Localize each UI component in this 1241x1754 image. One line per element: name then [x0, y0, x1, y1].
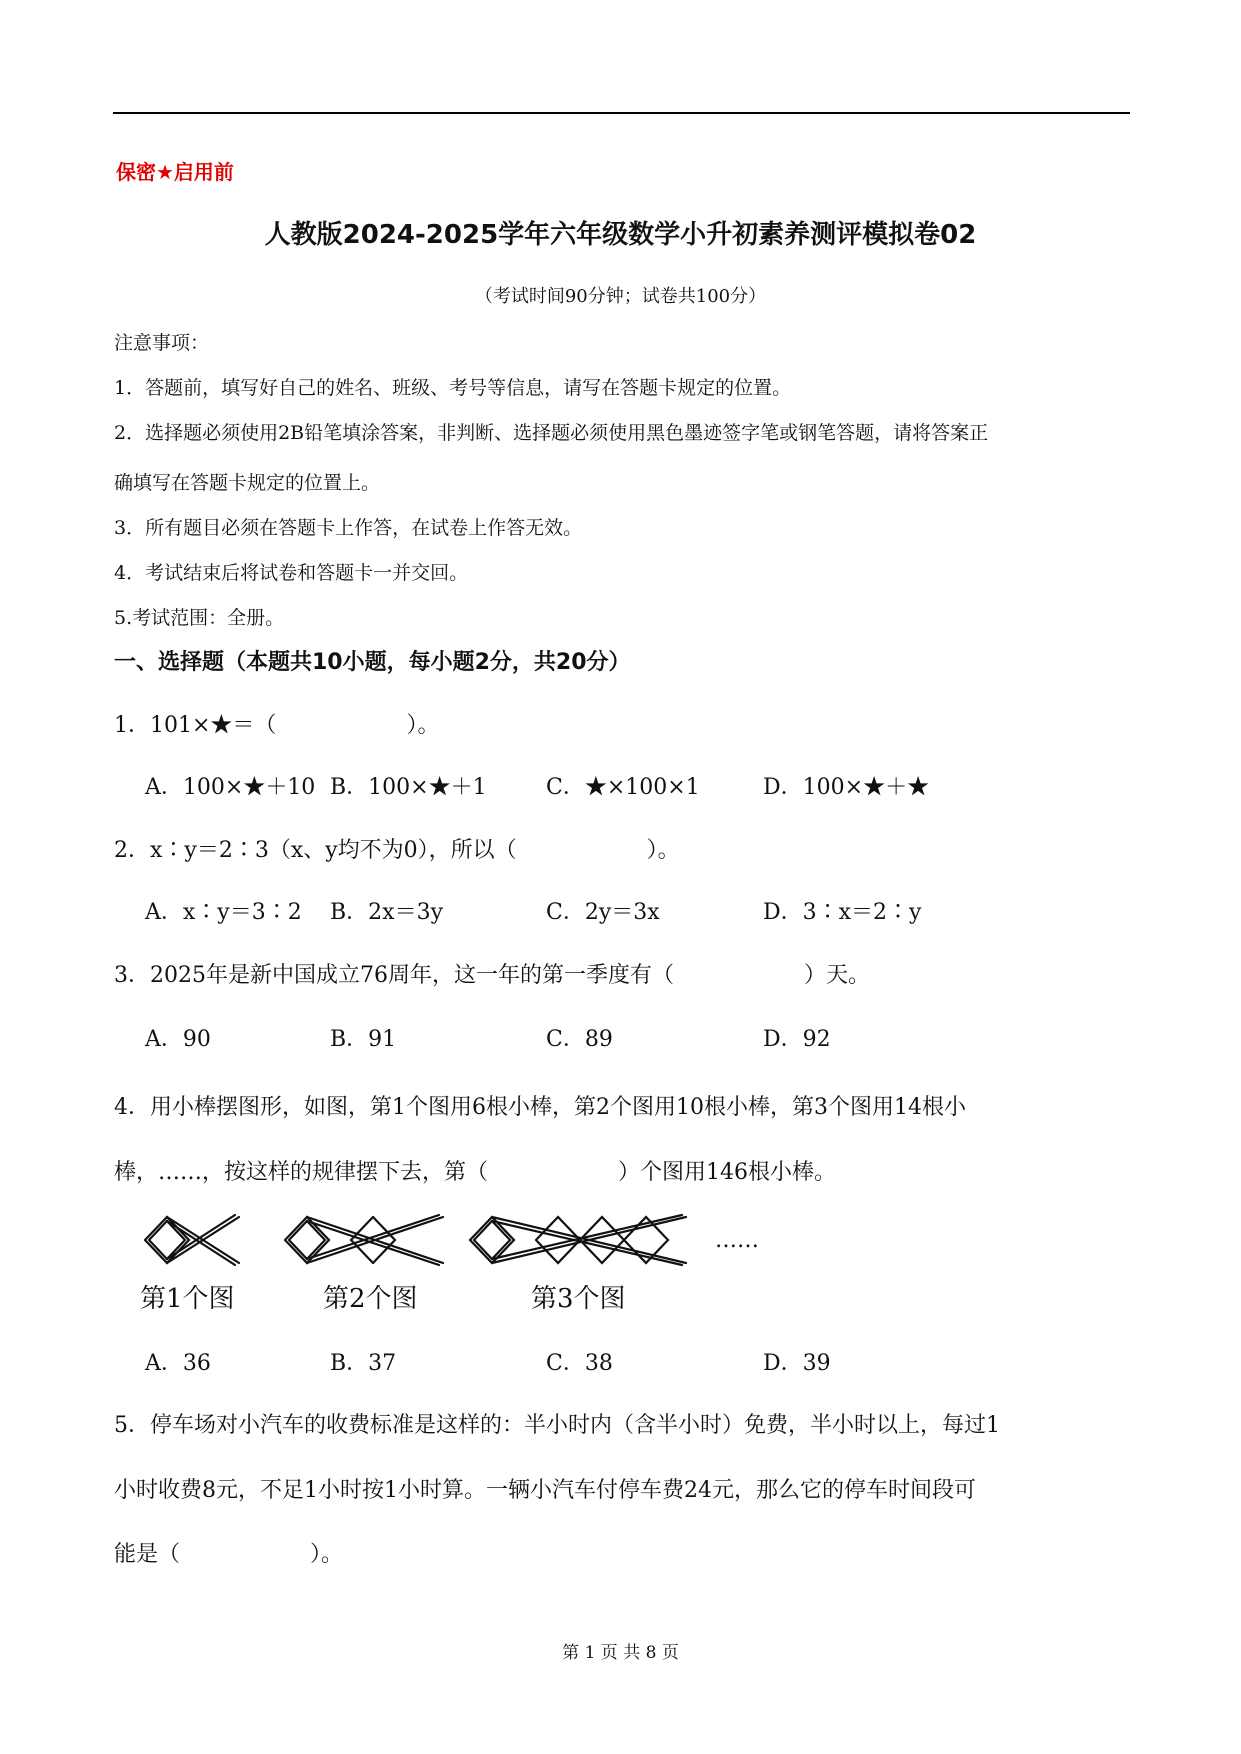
question-5-text-end: ）。 — [310, 1542, 344, 1567]
question-2-text-end: ）。 — [646, 838, 680, 863]
question-5-stem — [114, 1537, 343, 1568]
notes-heading: 注意事项： — [114, 332, 210, 354]
note-item: 1．答题前，填写好自己的姓名、班级、考号等信息，请写在答题卡规定的位置。 — [114, 377, 792, 399]
page-number: 第 1 页 共 8 页 — [562, 1643, 679, 1663]
question-2-option-b: B．2x＝3y — [330, 900, 443, 925]
figure-label-2: 第2个图 — [323, 1284, 418, 1314]
note-item: 3．所有题目必须在答题卡上作答，在试卷上作答无效。 — [114, 517, 583, 539]
header-rule — [113, 112, 1130, 114]
page-title: 人教版2024-2025学年六年级数学小升初素养测评模拟卷02 — [264, 220, 977, 250]
question-3-stem — [114, 958, 870, 989]
question-1-option-a: A．100×★＋10 — [145, 775, 316, 800]
section-title: 一、选择题（本题共10小题，每小题2分，共20分） — [114, 650, 631, 675]
question-1-option-c: C．★×100×1 — [546, 775, 700, 800]
stick-figure-1 — [145, 1215, 239, 1265]
question-2-option-c: C．2y＝3x — [546, 900, 660, 925]
question-3-option-d: D．92 — [763, 1027, 831, 1052]
note-item: 4．考试结束后将试卷和答题卡一并交回。 — [114, 562, 469, 584]
question-5-line1: 5．停车场对小汽车的收费标准是这样的：半小时内（含半小时）免费，半小时以上，每过1 — [114, 1413, 1000, 1438]
exam-info: （考试时间90分钟；试卷共100分） — [474, 286, 767, 307]
question-4-option-a: A．36 — [145, 1351, 211, 1376]
question-5-text: 能是（ — [114, 1542, 181, 1567]
question-1-option-d: D．100×★＋★ — [763, 775, 930, 800]
question-5-line2: 小时收费8元，不足1小时按1小时算。一辆小汽车付停车费24元，那么它的停车时间段可 — [114, 1478, 976, 1503]
question-4-text: 棒，……，按这样的规律摆下去，第（ — [114, 1160, 489, 1185]
question-1-text: 1．101×★＝（ — [114, 713, 277, 738]
pattern-ellipsis: …… — [715, 1228, 759, 1253]
figure-label-3: 第3个图 — [531, 1284, 626, 1314]
question-3-text-end: ）天。 — [803, 963, 870, 988]
question-3-text: 3．2025年是新中国成立76周年，这一年的第一季度有（ — [114, 963, 674, 988]
question-4-option-b: B．37 — [330, 1351, 397, 1376]
question-4-stem — [114, 1155, 836, 1186]
note-item: 2．选择题必须使用2B铅笔填涂答案，非判断、选择题必须使用黑色墨迹签字笔或钢笔答题，请将答案正 — [114, 422, 989, 444]
question-3-option-a: A．90 — [145, 1027, 211, 1052]
question-1-text-end: ）。 — [406, 713, 440, 738]
question-2-text: 2．x∶y＝2∶3（x、y均不为0），所以（ — [114, 838, 517, 863]
question-3-option-c: C．89 — [546, 1027, 613, 1052]
question-2-option-d: D．3∶x＝2∶y — [763, 900, 922, 925]
question-2-option-a: A．x∶y＝3∶2 — [145, 900, 302, 925]
question-4-option-d: D．39 — [763, 1351, 831, 1376]
note-item: 确填写在答题卡规定的位置上。 — [114, 472, 381, 494]
stick-pattern-figure — [135, 1205, 775, 1275]
question-1-stem — [114, 708, 439, 739]
question-4-text-end: ）个图用146根小棒。 — [618, 1160, 837, 1185]
note-item: 5.考试范围：全册。 — [114, 607, 285, 629]
question-4-option-c: C．38 — [546, 1351, 613, 1376]
figure-label-1: 第1个图 — [140, 1284, 235, 1314]
stick-figure-3 — [470, 1215, 686, 1265]
question-1-option-b: B．100×★＋1 — [330, 775, 487, 800]
question-2-stem — [114, 833, 680, 864]
confidential-label: 保密★启用前 — [116, 160, 234, 184]
question-4-line1: 4．用小棒摆图形，如图，第1个图用6根小棒，第2个图用10根小棒，第3个图用14根小 — [114, 1095, 966, 1120]
question-3-option-b: B．91 — [330, 1027, 397, 1052]
stick-figure-2 — [285, 1215, 443, 1265]
